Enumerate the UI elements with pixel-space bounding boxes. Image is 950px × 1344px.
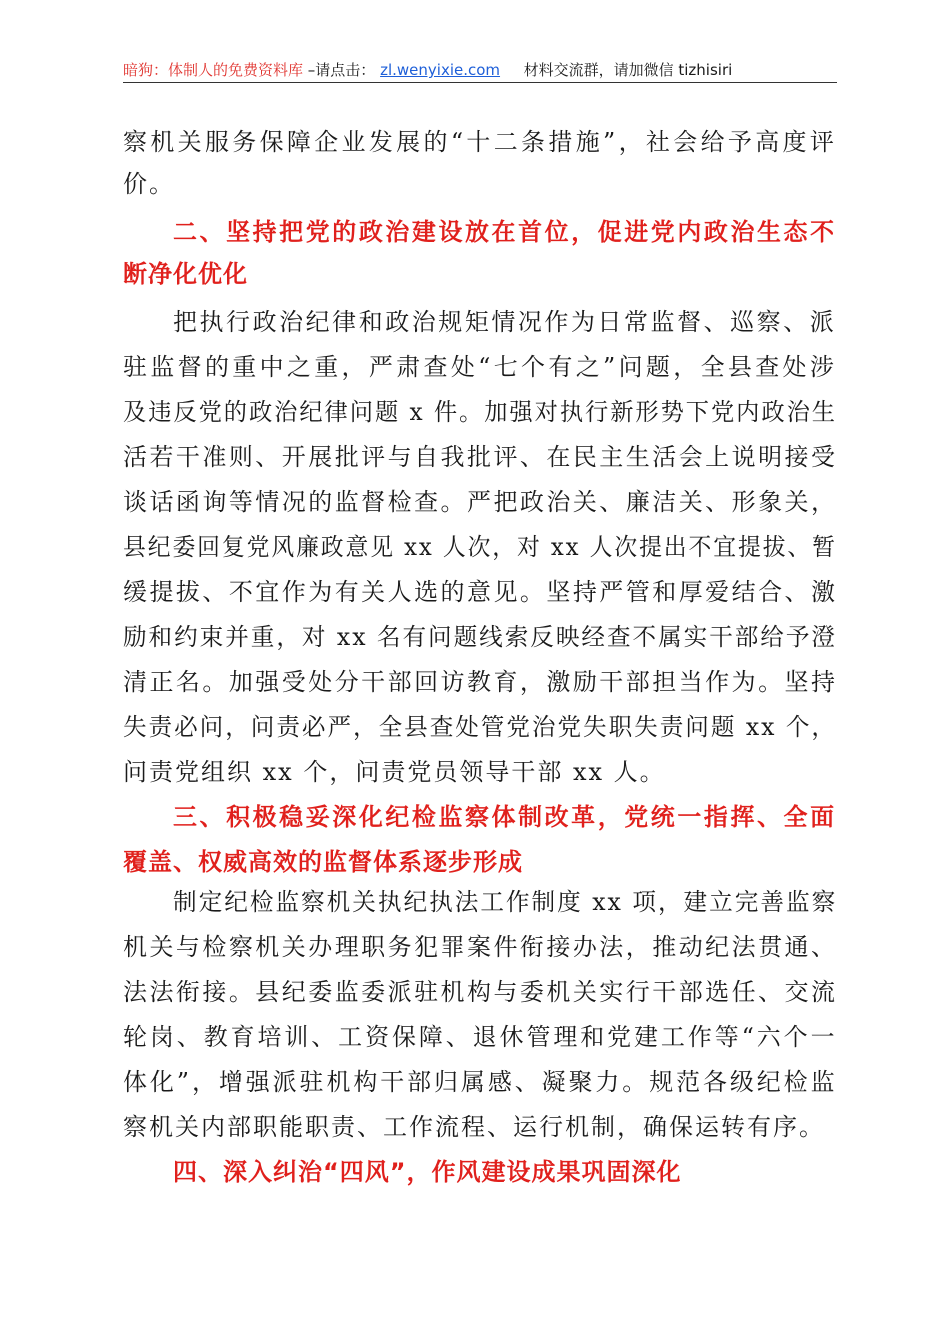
header-prefix: 暗狗：体制人的免费资料库 [123,61,304,79]
paragraph-line: 察机关服务保障企业发展的“十二条措施”，社会给予高度评 [123,128,838,156]
paragraph-line: 察机关内部职能职责、工作流程、运行机制，确保运转有序。 [123,1113,825,1141]
paragraph-line: 把执行政治纪律和政治规矩情况作为日常监督、巡察、派 [173,308,837,336]
paragraph-line: 轮岗、教育培训、工资保障、退休管理和党建工作等“六个一 [123,1023,838,1051]
paragraph-line: 问责党组织 xx 个，问责党员领导干部 xx 人。 [123,758,666,786]
header-link[interactable]: zl.wenyixie.com [380,61,501,79]
paragraph-line: 及违反党的政治纪律问题 x 件。加强对执行新形势下党内政治生 [123,398,837,426]
paragraph-line: 制定纪检监察机关执纪执法工作制度 xx 项，建立完善监察 [173,888,838,916]
paragraph-line: 清正名。加强受处分干部回访教育，激励干部担当作为。坚持 [123,668,838,696]
paragraph-line: 励和约束并重，对 xx 名有问题线索反映经查不属实干部给予澄 [123,623,837,651]
header-divider [123,82,837,83]
paragraph-line: 驻监督的重中之重，严肃查处“七个有之”问题，全县查处涉 [123,353,838,381]
paragraph-line: 县纪委回复党风廉政意见 xx 人次，对 xx 人次提出不宜提拔、暂 [123,533,837,561]
header-suffix: 材料交流群，请加微信 tizhisiri [523,61,733,79]
paragraph-line: 活若干准则、开展批评与自我批评、在民主生活会上说明接受 [123,443,838,471]
paragraph-line: 机关与检察机关办理职务犯罪案件衔接办法，推动纪法贯通、 [123,933,838,961]
paragraph-line: 法法衔接。县纪委监委派驻机构与委机关实行干部选任、交流 [123,978,838,1006]
paragraph-line: 缓提拔、不宜作为有关人选的意见。坚持严管和厚爱结合、激 [123,578,838,606]
section-heading-line: 三、积极稳妥深化纪检监察体制改革，党统一指挥、全面 [173,803,837,831]
section-heading-line: 四、深入纠治“四风”，作风建设成果巩固深化 [173,1158,682,1186]
header-click-text: –请点击： [307,61,376,79]
page-header [123,58,837,82]
paragraph-line: 谈话函询等情况的监督检查。严把政治关、廉洁关、形象关， [123,488,838,516]
section-heading-line: 覆盖、权威高效的监督体系逐步形成 [123,848,523,876]
paragraph-line: 体化”，增强派驻机构干部归属感、凝聚力。规范各级纪检监 [123,1068,838,1096]
paragraph-line: 失责必问，问责必严，全县查处管党治党失职失责问题 xx 个， [123,713,837,741]
paragraph-line: 价。 [123,170,175,198]
section-heading-line: 二、坚持把党的政治建设放在首位，促进党内政治生态不 [173,218,837,246]
section-heading-line: 断净化优化 [123,260,248,288]
